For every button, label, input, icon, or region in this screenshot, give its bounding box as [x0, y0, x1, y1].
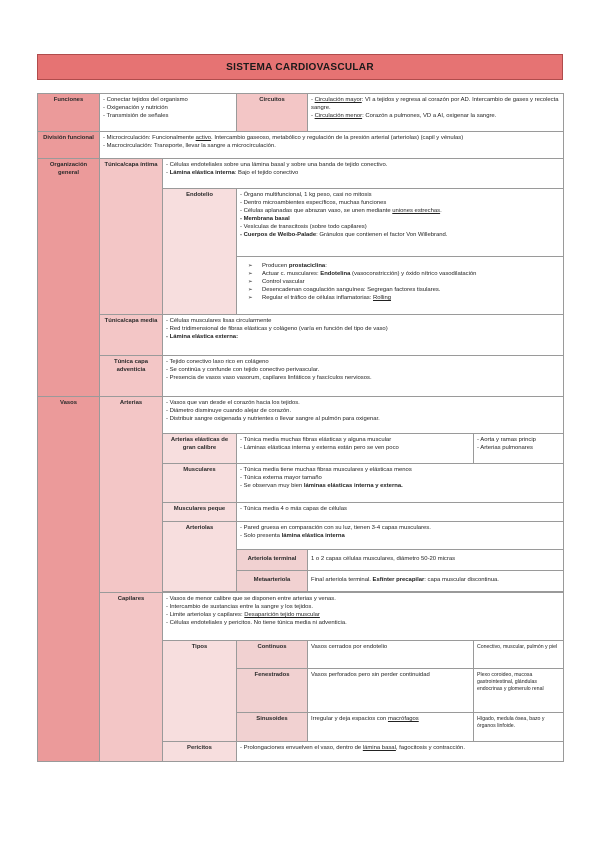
- label-musculares-peque: Musculares peque: [163, 503, 237, 522]
- arterias-text: - Vasos que van desde el corazón hacia los tejidos. - Diámetro disminuye cuando alejar de corazón. - Distribuir sangre oxigenada y nutrientes o llevar sangre al pulmón para oxigenar.: [163, 397, 564, 434]
- pericitos-text: - Prolongaciones envuelven el vaso, dentro de lámina basal, fagocitosis y contracción.: [237, 742, 564, 762]
- media-text: - Células musculares lisas circularmente - Red tridimensional de fibras elásticas y colágeno (varía en función del tipo de vaso) - Lámina elástica externa:: [163, 315, 564, 356]
- funciones-item: - Transmisión de señales: [103, 112, 169, 119]
- label-vasos: Vasos: [38, 397, 100, 762]
- row-division: [38, 132, 564, 159]
- label-division: División funcional: [38, 132, 100, 159]
- label-circuitos: Circuitos: [237, 94, 308, 132]
- row-funciones: [38, 94, 564, 132]
- label-endotelio: Endotelio: [163, 189, 237, 315]
- funciones-item: - Conectar tejidos del organismo: [103, 97, 188, 103]
- row-adventicia: [38, 356, 564, 397]
- arteriolas-text: - Pared gruesa en comparación con su luz, tienen 3-4 capas musculares. - Solo presenta lámina elástica interna: [237, 522, 564, 550]
- label-tipos: Tipos: [163, 641, 237, 742]
- label-capilares: Capilares: [100, 593, 163, 762]
- circulacion-menor-term: Circulación menor: [314, 112, 363, 119]
- funciones-item: - Oxigenación y nutrición: [103, 104, 168, 111]
- continuos-text: Vasos cerrados por endotelio: [308, 641, 474, 669]
- division-text: - Microcirculación: Funcionalmente activo. Intercambio gaseoso, metabólico y regulación de la presión arterial (arteriolas) (capil y vénulas) - Macrocirculación: Transporte, llevar la sangre a microcirculación.: [100, 132, 564, 159]
- summary-table: [37, 93, 564, 762]
- label-arteriola-terminal: Arteriola terminal: [237, 550, 308, 571]
- row-intima: [38, 159, 564, 189]
- label-funciones: Funciones: [38, 94, 100, 132]
- row-media: [38, 315, 564, 356]
- musculares-text: - Túnica media tiene muchas fibras musculares y elásticas menos - Túnica externa mayor tamaño - Se observan muy bien láminas elásticas interna y externa.: [237, 464, 564, 503]
- fenestrados-text: Vasos perforados pero sin perder continuidad: [308, 669, 474, 713]
- label-intima: Túnica/capa íntima: [100, 159, 163, 315]
- label-metaarteriola: Metaarteriola: [237, 571, 308, 592]
- capilares-text: - Vasos de menor calibre que se disponen entre arterias y venas. - Intercambio de sustancias entre la sangre y los tejidos. - Limite arteriolas y capilares: Desaparición tejido muscular - Células endoteliales y pericitos. No tiene túnica media ni adventicia.: [163, 593, 564, 641]
- elasticas-ejemplos: - Aorta y ramas princip - Arterias pulmonares: [474, 434, 564, 464]
- label-arterias-elasticas: Arterias elásticas de gran calibre: [163, 434, 237, 464]
- row-arterias: [38, 397, 564, 434]
- arteriola-terminal-text: 1 o 2 capas células musculares, diámetro 50-20 micras: [308, 550, 564, 571]
- elasticas-text: - Túnica media muchas fibras elásticas y alguna muscular - Láminas elásticas interna y externa están pero se ven poco: [237, 434, 474, 464]
- endotelio-funciones: ➢ Producen prostaciclina: ➢ Actuar c. musculares: Endotelina (vasoconstricción) y óxido nítrico vasodilatación ➢ Control vascular ➢ Desencadenan coagulación sanguínea: Segregan factores tisulares. ➢ Regular el tráfico de células inflamatorias: Rolling: [237, 257, 564, 315]
- intima-text: - Células endoteliales sobre una lámina basal y sobre una banda de tejido conectivo. - Lámina elástica interna: Bajo el tejido conectivo: [163, 159, 564, 189]
- label-arterias: Arterias: [100, 397, 163, 593]
- page-title: SISTEMA CARDIOVASCULAR: [37, 54, 563, 80]
- label-continuos: Continuos: [237, 641, 308, 669]
- metaarteriola-text: Final arteriola terminal. Esfínter precapilar: capa muscular discontinua.: [308, 571, 564, 592]
- circulacion-mayor-term: Circulación mayor: [314, 97, 362, 103]
- circuitos-text: - Circulación mayor: VI a tejidos y regresa al corazón por AD. Intercambio de gases y recolecta sangre. - Circulación menor: Corazón a pulmones, VD a AI, oxigenar la sangre.: [308, 94, 564, 132]
- continuos-ejemplos: Conectivo, muscular, pulmón y piel: [474, 641, 564, 669]
- row-capilares: [38, 593, 564, 641]
- sinusoides-ejemplos: Hígado, medula ósea, bazo y órganos linfoide.: [474, 713, 564, 742]
- musc-peque-text: - Túnica media 4 o más capas de células: [237, 503, 564, 522]
- label-media: Túnica/capa media: [100, 315, 163, 356]
- adventicia-text: - Tejido conectivo laxo rico en colágeno - Se continúa y confunde con tejido conectivo perivascular. - Presencia de vasos vaso vasorum, capilares linfáticos y fascículos nerviosos.: [163, 356, 564, 397]
- label-musculares: Musculares: [163, 464, 237, 503]
- label-arteriolas: Arteriolas: [163, 522, 237, 592]
- label-organizacion: Organización general: [38, 159, 100, 397]
- fenestrados-ejemplos: Plexo coroideo, mucosa gastrointestinal, glándulas endocrinas y glomerulo renal: [474, 669, 564, 713]
- endotelio-text: - Órgano multifuncional, 1 kg peso, casi no mitosis - Dentro microambientes específicos, muchas funciones - Células aplanadas que abrazan vaso, se unen mediante uniones estrechas. - Membrana basal - Vesículas de transcitosis (sobre todo capilares) - Cuerpos de Weibo-Palade: Gránulos que contienen el factor Von Willebrand.: [237, 189, 564, 257]
- label-sinusoides: Sinusoides: [237, 713, 308, 742]
- label-adventicia: Túnica capa adventicia: [100, 356, 163, 397]
- sinusoides-text: Irregular y deja espacios con macrófagos: [308, 713, 474, 742]
- label-pericitos: Pericitos: [163, 742, 237, 762]
- funciones-list: [100, 94, 237, 132]
- label-fenestrados: Fenestrados: [237, 669, 308, 713]
